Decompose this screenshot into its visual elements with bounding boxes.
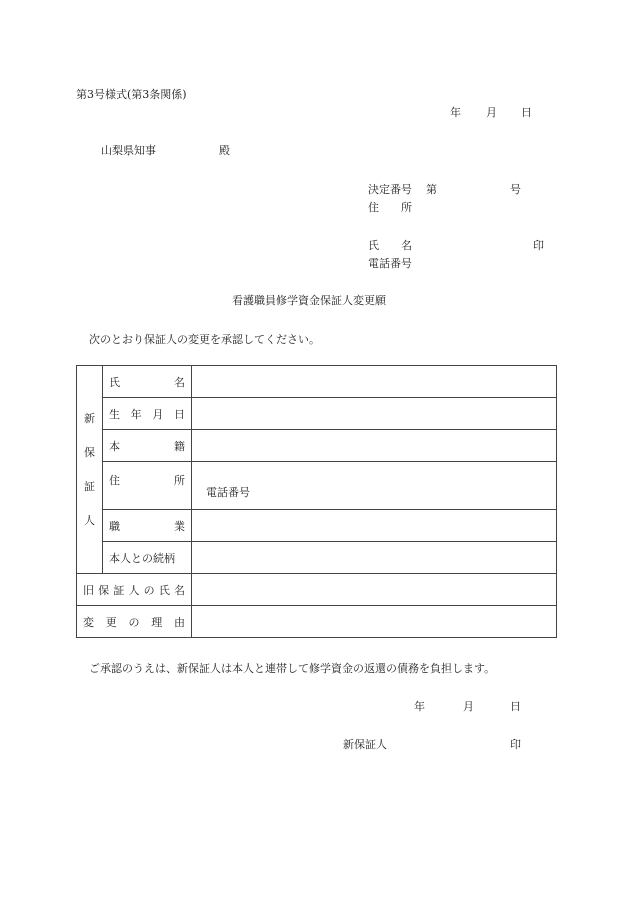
name-row-label: 氏名 <box>103 366 192 398</box>
table-row <box>77 366 557 398</box>
consent-text: ご承認のうえは、新保証人は本人と連帯して修学資金の返還の債務を負担します。 <box>89 662 496 675</box>
table-row <box>77 430 557 462</box>
table-row <box>77 398 557 430</box>
domicile-row-label: 本籍 <box>103 430 192 462</box>
decision-number-prefix: 第 <box>426 183 437 196</box>
occupation-field[interactable] <box>192 510 557 542</box>
intro-text: 次のとおり保証人の変更を承認してください。 <box>89 333 320 346</box>
new-guarantor-group-label: 新 保 証 人 <box>77 366 103 574</box>
bottom-date-year-label: 年 <box>414 700 425 713</box>
name-field[interactable] <box>192 366 557 398</box>
address-row-label: 住所 <box>103 462 192 510</box>
old-guarantor-label: 旧保証人の氏名 <box>77 574 192 606</box>
date-day-label: 日 <box>521 106 532 119</box>
occupation-row-label: 職業 <box>103 510 192 542</box>
decision-number-suffix: 号 <box>510 183 521 196</box>
decision-number-label: 決定番号 <box>368 183 412 196</box>
address-field[interactable] <box>192 462 557 510</box>
new-guarantor-signature-label: 新保証人 <box>343 738 387 751</box>
address-label-1: 住 <box>368 201 379 214</box>
date-month-label: 月 <box>486 106 497 119</box>
table-row <box>77 574 557 606</box>
date-year-label: 年 <box>450 106 461 119</box>
reason-field[interactable] <box>192 606 557 638</box>
applicant-seal: 印 <box>533 239 544 252</box>
old-guarantor-field[interactable] <box>192 574 557 606</box>
domicile-field[interactable] <box>192 430 557 462</box>
address-phone-label: 電話番号 <box>206 486 250 499</box>
reason-label: 変更の理由 <box>77 606 192 638</box>
relationship-field[interactable] <box>192 542 557 574</box>
address-label-2: 所 <box>401 201 412 214</box>
birthdate-field[interactable] <box>192 398 557 430</box>
relationship-row-label: 本人との続柄 <box>103 542 192 574</box>
table-row <box>77 462 557 510</box>
document-title: 看護職員修学資金保証人変更願 <box>232 294 386 307</box>
guarantor-table <box>76 365 557 638</box>
bottom-date-day-label: 日 <box>510 700 521 713</box>
table-row <box>77 606 557 638</box>
bottom-date-month-label: 月 <box>463 700 474 713</box>
honorific: 殿 <box>219 144 230 157</box>
addressee: 山梨県知事 <box>101 144 156 157</box>
name-label-1: 氏 <box>368 239 379 252</box>
phone-label: 電話番号 <box>368 257 412 270</box>
table-row <box>77 542 557 574</box>
table-row <box>77 510 557 542</box>
name-label-2: 名 <box>401 239 412 252</box>
birthdate-row-label: 生年月日 <box>103 398 192 430</box>
new-guarantor-seal: 印 <box>510 738 521 751</box>
form-number: 第3号様式(第3条関係) <box>76 88 187 101</box>
